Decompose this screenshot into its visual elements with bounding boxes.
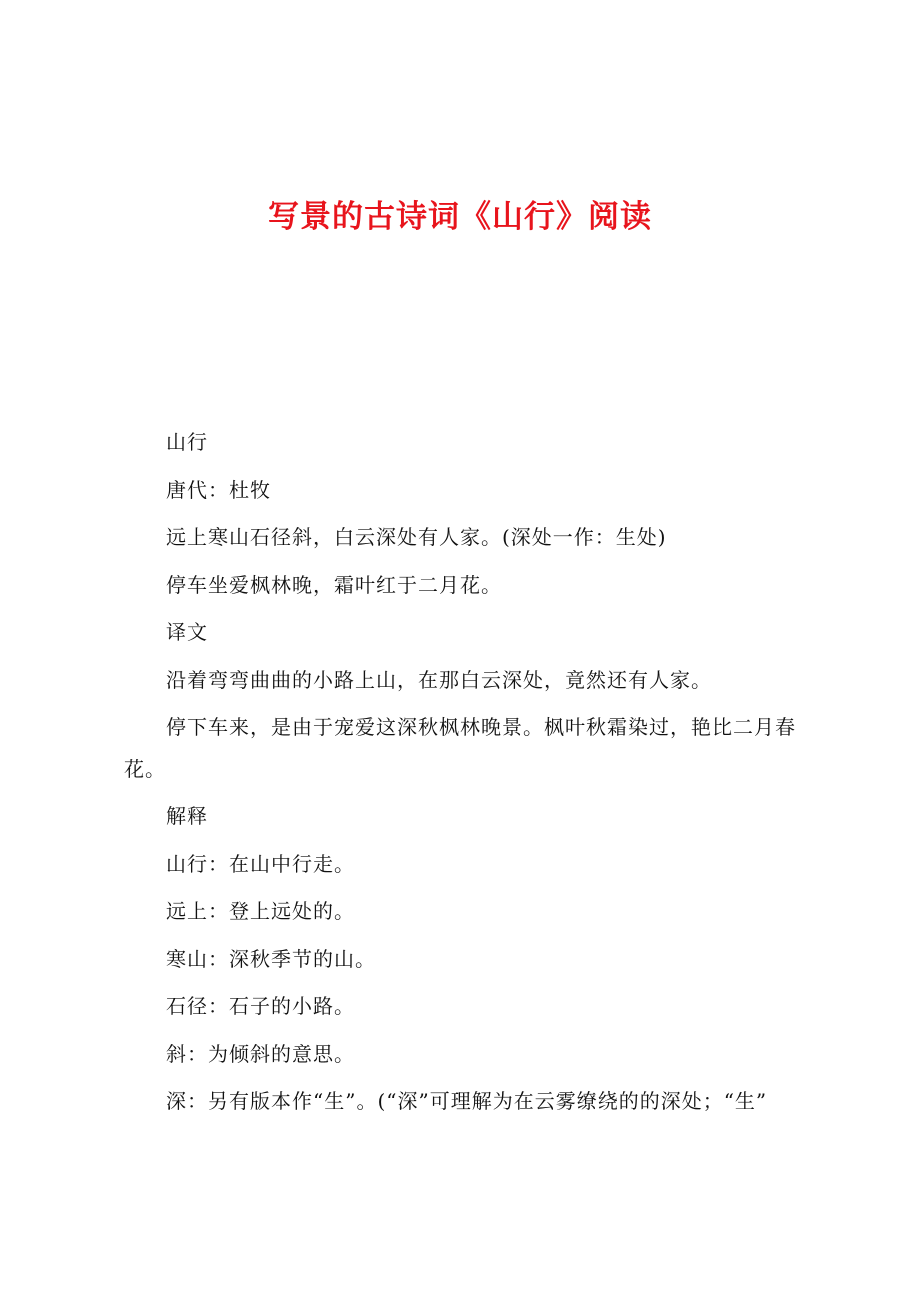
notes-heading: 解释 <box>166 804 208 828</box>
note-hanshan: 寒山：深秋季节的山。 <box>166 946 376 971</box>
note-yuanshang: 远上：登上远处的。 <box>166 899 355 923</box>
poem-title: 山行 <box>166 430 208 454</box>
translation-heading: 译文 <box>166 620 208 644</box>
poem-line-2: 停车坐爱枫林晚，霜叶红于二月花。 <box>166 572 502 597</box>
note-shanxing: 山行：在山中行走。 <box>166 851 355 876</box>
translation-line-1: 沿着弯弯曲曲的小路上山，在那白云深处，竟然还有人家。 <box>166 667 712 692</box>
note-xie: 斜：为倾斜的意思。 <box>166 1041 355 1066</box>
translation-line-2: 停下车来，是由于宠爱这深秋枫林晚景。枫叶秋霜染过，艳比二月春花。 <box>124 715 796 781</box>
note-shen: 深：另有版本作“生”。(“深”可理解为在云雾缭绕的的深处；“生” <box>166 1089 768 1113</box>
note-shijing: 石径：石子的小路。 <box>166 994 355 1018</box>
document-body <box>124 426 808 1133</box>
poem-line-1: 远上寒山石径斜，白云深处有人家。(深处一作：生处) <box>166 525 667 549</box>
document-title: 写景的古诗词《山行》阅读 <box>268 199 652 235</box>
poem-author: 唐代：杜牧 <box>166 477 271 502</box>
